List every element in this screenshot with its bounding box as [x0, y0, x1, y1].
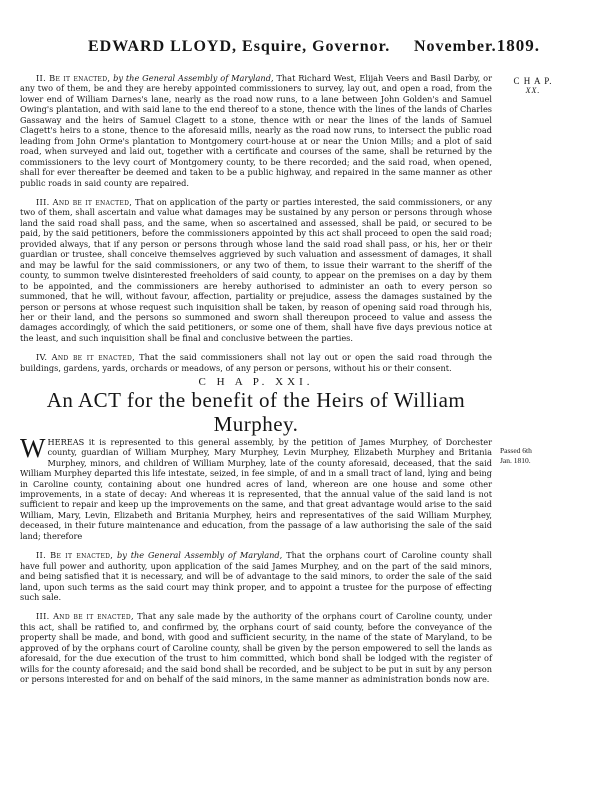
section-4-paragraph — [20, 352, 492, 373]
margin-chap-label: C H A P. — [513, 76, 553, 86]
section-2-paragraph — [20, 73, 492, 188]
section-3b-text: That any sale made by the authority of the orphans court of Caroline county, under this act, shall be ratified to, and confirmed by, the orphans court of said county, before the conveyance of the property shall be made, and bond, with good and sufficient security, in the name of the state of Maryland, to be approved of by the orphans court of Caroline county, shall be given by the person empowered to sell the lands as aforesaid, for the due execution of the trust to him committed, which bond shall be lodged with the register of wills for the county aforesaid; and the said bond shall be recorded, and be subject to be put in suit by any person or persons interested for and on behalf of the said minors, in the same manner as administration bonds now are. — [20, 611, 492, 685]
whereas-text: HEREAS it is represented to this general assembly, by the petition of James Murphey, of Dorchester county, guardian of William Murphey, Mary Murphey, Levin Murphey, Elizabeth Murphey and Britania Murphey, minors, and children of William Murphey, late of the county aforesaid, deceased, that the said William Murphey departed this life intestate, seized, in fee simple, of and in a small tract of land, lying and being in Caroline county, containing about one hundred acres of land, whereon are one house and some other improvements, in a state of decay: And whereas it is represented, that the annual value of the said land is not sufficient to repair and keep up the improvements on the same, and that great advantage would arise to the said William, Mary, Levin, Elizabeth and Britania Murphey, heirs and representatives of the said William Murphey, deceased, in their future maintenance and education, from the passage of a law authorising the sale of the said land; therefore — [20, 436, 492, 541]
margin-chap-roman: XX. — [525, 86, 541, 95]
section-4-text: That the said commissioners shall not lay out or open the said road through the buildings, gardens, yards, orchards or meadows, of any person or persons, without his or their consent. — [20, 352, 493, 373]
act-title: An ACT for the benefit of the Heirs of William Murphey. — [46, 387, 466, 436]
section-2b-paragraph — [20, 550, 492, 602]
margin-passed-line2: Jan. 1810. — [500, 456, 531, 465]
margin-passed-note — [500, 446, 570, 466]
section-3b-lead: III. And be it enacted, — [36, 611, 134, 622]
drop-cap: W — [20, 432, 46, 463]
section-3-lead: III. And be it enacted, — [36, 196, 133, 207]
body-text — [20, 73, 492, 694]
section-2-lead: II. Be it enacted, — [36, 73, 111, 83]
whereas-paragraph — [20, 432, 492, 542]
header-title: EDWARD LLOYD, Esquire, Governor. — [88, 38, 391, 55]
header-year: 1809. — [496, 36, 540, 55]
running-header — [70, 38, 540, 58]
section-2-lead-italic: by the General Assembly of Maryland, — [113, 73, 274, 83]
section-3b-paragraph — [20, 611, 492, 684]
section-2b-lead: II. Be it enacted, — [36, 550, 114, 561]
header-month: November. — [414, 38, 497, 55]
chapter-heading: C H A P. XXI. — [198, 376, 314, 389]
margin-chapter-note — [503, 76, 563, 95]
section-2-text: That Richard West, Elijah Veers and Basil Darby, or any two of them, be and they are hereby appointed commissioners to survey, lay out, and open a road, from the lower end of William Darnes's lane, nearly as the road now runs, to a lane between John Golden's and Samuel Owing's plantation, and with said lane to the end thereof to a stone, thence with the lines of the lands of Charles Gassaway and the heirs of Samuel Clagett to a stone, thence with or near the lines of the lands of Samuel Clagett's heirs to a stone, thence to the aforesaid mills, nearly as the road now runs, to intersect the public road leading from John Orme's plantation to Montgomery court-house at or near the Union Mills; and a plot of said road, when surveyed and laid out, together with a certificate and courses of the same, shall be returned by the commissioners to the levy court of Montgomery county, to be there recorded; and the said road, when opened, shall for ever thereafter be deemed and taken to be a public highway, and repaired in the same manner as other public roads in said county are repaired. — [20, 73, 492, 188]
section-4-lead: IV. And be it enacted, — [36, 352, 135, 363]
section-3-paragraph — [20, 197, 492, 343]
section-2b-text: That the orphans court of Caroline county shall have full power and authority, upon application of the said James Murphey, and on the part of the said minors, and being satisfied that it is necessary, and will be of advantage to the said minors, to order the sale of the said land, upon such terms as the said court may think proper, and to appoint a trustee for the purpose of effecting such sale. — [20, 550, 492, 603]
section-2b-lead-italic: by the General Assembly of Maryland, — [117, 550, 283, 561]
margin-passed-line1: Passed 6th — [500, 446, 532, 455]
section-3-text: That on application of the party or parties interested, the said commissioners, or any two of them, shall ascertain and value what damages may be sustained by any person or persons through whose land the said road shall pass, and the same, when so ascertained and assessed, shall be paid, or secured to be paid, by the said petitioners, before the commissioners appointed by this act shall proceed to open the said road; provided always, that if any person or persons through whose land the said road shall pass, or his, her or their guardian or trustee, shall conceive themselves aggrieved by such valuation and assessment of damages, it shall and may be lawful for the said commissioners, or any two of them, to issue their warrant to the sheriff of the county, to summon twelve disinterested freeholders of said county, to appear on the premises on a day by them to be appointed, and the commissioners are hereby authorised to administer an oath to every person so summoned, that he will, without favour, affection, partiality or prejudice, assess the damages sustained by the person or persons at whose request such inquisition shall be taken, by reason of opening said road through his, her or their land, and the persons so summoned and sworn shall thereupon proceed to value and assess the damages accordingly, of which the said petitioners, or some one of them, shall have five days previous notice at the least, and such inquisition shall be final and conclusive between the parties. — [20, 196, 492, 343]
